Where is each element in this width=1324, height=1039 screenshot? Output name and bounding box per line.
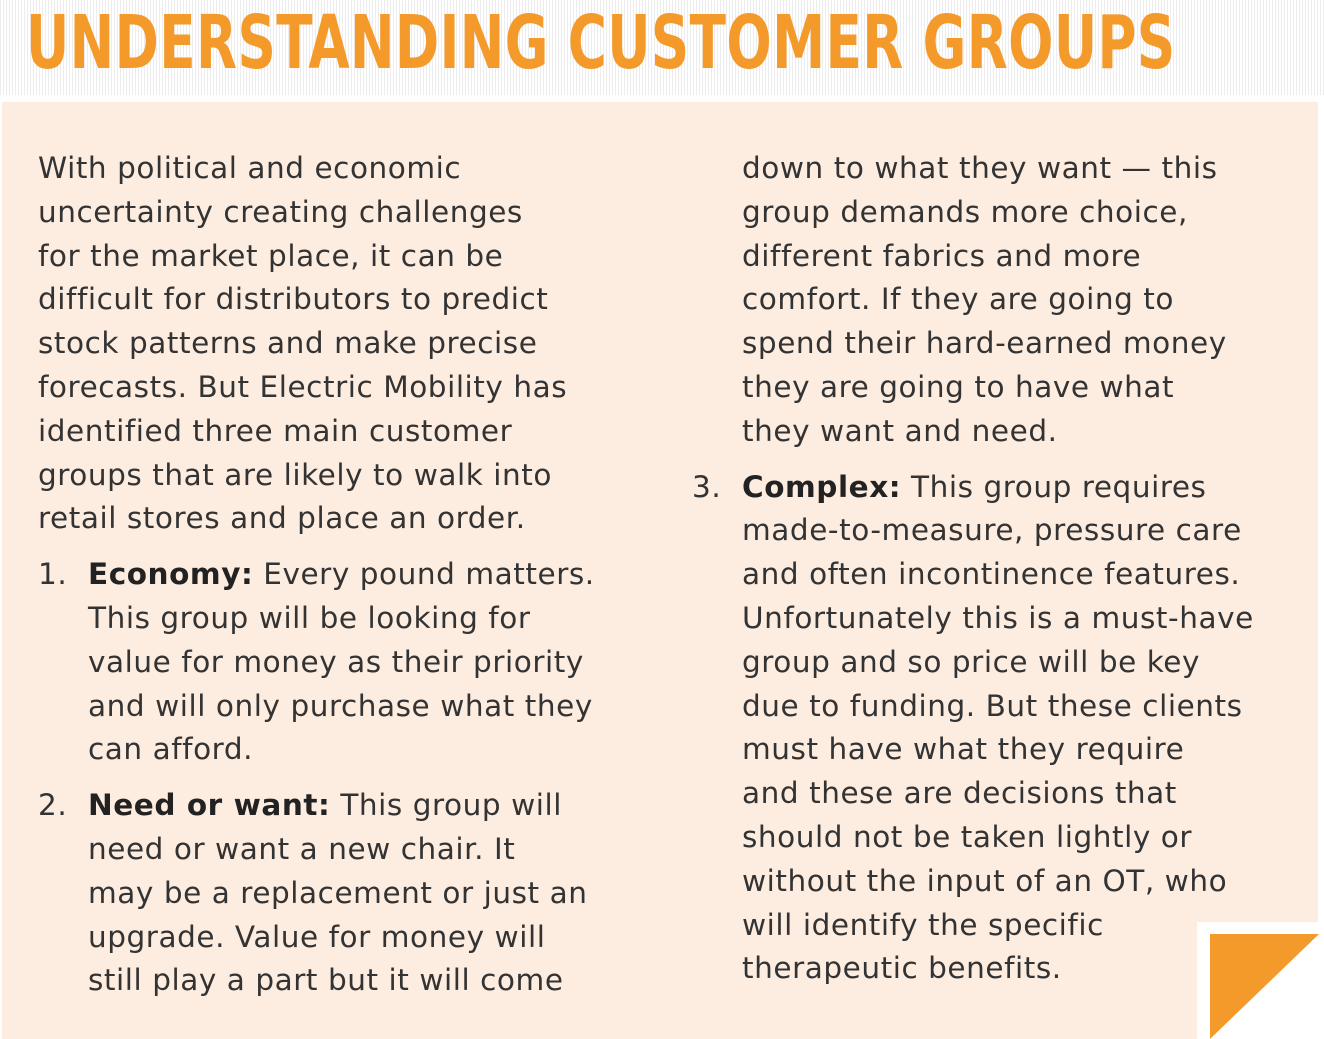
list-item-line: comfort. If they are going to <box>742 282 1175 317</box>
list-item-line: they want and need. <box>742 413 1058 448</box>
intro-line: forecasts. But Electric Mobility has <box>38 369 568 404</box>
list-item-first-line <box>742 466 1302 510</box>
list-item-line: group demands more choice, <box>742 194 1188 229</box>
list-number: 1. <box>38 557 68 592</box>
intro-line: identified three main customer <box>38 413 513 448</box>
left-column <box>38 147 658 1015</box>
corner-fold <box>1197 922 1324 1039</box>
list-item-first-line <box>88 553 658 597</box>
list-item-line: made-to-measure, pressure care <box>742 513 1242 548</box>
list-item-text: This group will <box>330 788 562 823</box>
list-item-need-or-want-continued <box>692 147 1302 454</box>
list-item-line: therapeutic benefits. <box>742 951 1062 986</box>
list-item-need-or-want <box>38 784 658 1003</box>
list-item-line: and these are decisions that <box>742 776 1177 811</box>
list-item-line: and will only purchase what they <box>88 688 593 723</box>
list-item-line: different fabrics and more <box>742 238 1142 273</box>
list-item-text: Every pound matters. <box>253 557 595 592</box>
list-item-line: without the input of an OT, who <box>742 863 1228 898</box>
content-panel <box>2 102 1318 1039</box>
list-item-heading: Economy: <box>88 557 254 592</box>
list-number: 3. <box>692 469 722 504</box>
intro-line: groups that are likely to walk into <box>38 457 553 492</box>
intro-line: stock patterns and make precise <box>38 326 538 361</box>
list-item-complex <box>692 466 1302 992</box>
list-item-line: Unfortunately this is a must-have <box>742 600 1254 635</box>
intro-line: uncertainty creating challenges <box>38 194 523 229</box>
list-item-line: must have what they require <box>742 732 1185 767</box>
header-band <box>0 0 1324 95</box>
list-item-line: value for money as their priority <box>88 644 584 679</box>
list-item-line: will identify the specific <box>742 907 1104 942</box>
list-item-line: upgrade. Value for money will <box>88 919 546 954</box>
list-number: 2. <box>38 788 68 823</box>
list-item-line: This group will be looking for <box>88 600 531 635</box>
list-item-economy <box>38 553 658 772</box>
intro-line: retail stores and place an order. <box>38 501 526 536</box>
right-column <box>692 147 1302 1003</box>
list-item-first-line <box>88 784 658 828</box>
list-item-line: and often incontinence features. <box>742 557 1241 592</box>
list-item-line: still play a part but it will come <box>88 963 564 998</box>
list-item-line: they are going to have what <box>742 369 1175 404</box>
list-item-line: can afford. <box>88 732 254 767</box>
list-item-line: need or want a new chair. It <box>88 831 516 866</box>
intro-line: With political and economic <box>38 151 462 185</box>
list-item-heading: Need or want: <box>88 788 331 823</box>
page-title: UNDERSTANDING CUSTOMER GROUPS <box>26 0 1176 86</box>
intro-paragraph <box>38 147 658 541</box>
list-item-line: should not be taken lightly or <box>742 819 1193 854</box>
intro-line: difficult for distributors to predict <box>38 282 549 317</box>
intro-line: for the market place, it can be <box>38 238 504 273</box>
list-item-text: This group requires <box>901 469 1207 504</box>
list-item-line: down to what they want — this <box>742 151 1218 185</box>
list-item-heading: Complex: <box>742 469 902 504</box>
orange-corner-triangle-icon <box>1197 922 1324 1039</box>
list-item-line: group and so price will be key <box>742 644 1201 679</box>
list-item-line: spend their hard-earned money <box>742 326 1227 361</box>
list-item-line: due to funding. But these clients <box>742 688 1243 723</box>
list-item-line: may be a replacement or just an <box>88 875 588 910</box>
